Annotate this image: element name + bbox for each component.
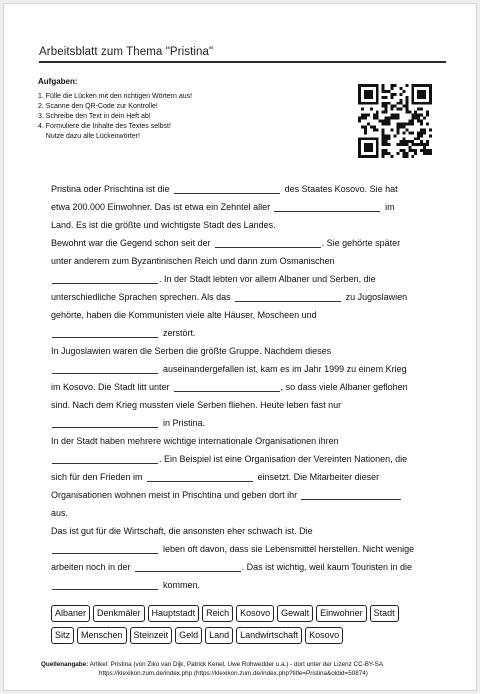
text-line xyxy=(51,576,435,594)
text-segment: des Staates Kosovo. Sie hat xyxy=(284,184,398,194)
text-segment: Bewohnt war die Gegend schon seit der xyxy=(51,238,211,248)
text-segment: . Ein Beispiel ist eine Organisation der Vereinten Nationen, die xyxy=(159,454,408,464)
source-label: Quellenangabe: xyxy=(41,661,89,668)
answer-blank[interactable] xyxy=(52,362,158,374)
text-segment: in Pristina. xyxy=(163,418,206,428)
text-segment: gehörte, haben die Kommunisten viele alte Häuser, Moscheen und xyxy=(51,310,317,320)
text-line xyxy=(51,324,435,342)
text-line xyxy=(51,396,435,414)
text-line xyxy=(51,234,435,252)
text-line xyxy=(51,270,435,288)
text-segment: . In der Stadt lebten vor allem Albaner und Serben, die xyxy=(159,274,376,284)
title-divider xyxy=(39,61,446,63)
text-segment: In Jugoslawien waren die Serben die größte Gruppe. Nachdem dieses xyxy=(51,346,332,356)
word-chip[interactable]: Menschen xyxy=(77,627,127,644)
answer-blank[interactable] xyxy=(174,182,280,194)
text-line xyxy=(51,288,435,306)
text-segment: zu Jugoslawien xyxy=(345,292,408,302)
text-line xyxy=(51,558,435,576)
word-chip[interactable]: Hauptstadt xyxy=(148,605,200,622)
text-line xyxy=(51,216,435,234)
word-bank-row xyxy=(51,627,399,644)
text-segment: Pristina oder Prischtina ist die xyxy=(51,184,170,194)
text-segment: unter anderem zum Byzantinischen Reich und dann zum Osmanischen xyxy=(51,256,335,266)
text-line xyxy=(51,522,435,540)
word-chip[interactable]: Land xyxy=(205,627,233,644)
answer-blank[interactable] xyxy=(215,236,321,248)
text-segment: . Sie gehörte später xyxy=(321,238,401,248)
text-segment: sich für den Frieden im xyxy=(51,472,143,482)
word-bank xyxy=(51,605,399,649)
text-segment: im xyxy=(385,202,395,212)
text-line xyxy=(51,504,435,522)
text-line xyxy=(51,540,435,558)
task-item: Nutze dazu alle Lückenwörter! xyxy=(38,133,140,140)
text-segment: sind. Nach dem Krieg mussten viele Serben fliehen. Heute leben fast nur xyxy=(51,400,342,410)
answer-blank[interactable] xyxy=(52,272,158,284)
answer-blank[interactable] xyxy=(174,380,280,392)
text-line xyxy=(51,342,435,360)
text-segment: zerstört. xyxy=(163,328,196,338)
word-chip[interactable]: Steinzeit xyxy=(130,627,173,644)
word-chip[interactable]: Einwohner xyxy=(316,605,367,622)
page-title: Arbeitsblatt zum Thema "Pristina" xyxy=(39,46,214,58)
text-segment: aus. xyxy=(51,508,69,518)
word-chip[interactable]: Kosovo xyxy=(305,627,343,644)
text-line xyxy=(51,198,435,216)
word-chip[interactable]: Sitz xyxy=(51,627,74,644)
task-item: 1. Fülle die Lücken mit den richtigen Wörtern aus! xyxy=(38,93,193,100)
worksheet-page xyxy=(3,3,477,691)
task-item: 3. Schreibe den Text in dein Heft ab! xyxy=(38,113,151,120)
word-chip[interactable]: Geld xyxy=(175,627,202,644)
source-attribution xyxy=(41,660,451,678)
answer-blank[interactable] xyxy=(52,542,158,554)
text-line xyxy=(51,252,435,270)
answer-blank[interactable] xyxy=(274,200,380,212)
task-item: 2. Scanne den QR-Code zur Kontrolle! xyxy=(38,103,158,110)
source-line-1: Artikel: Pristina (von Ziko van Dijk, Patrick Kenel, Uwe Rohwedder u.a.) - dort unter der Lizenz CC-BY-SA xyxy=(89,661,384,668)
text-segment: Das ist gut für die Wirtschaft, die ansonsten eher schwach ist. Die xyxy=(51,526,313,536)
word-chip[interactable]: Stadt xyxy=(370,605,399,622)
answer-blank[interactable] xyxy=(52,416,158,428)
text-segment: im Kosovo. Die Stadt litt unter xyxy=(51,382,170,392)
answer-blank[interactable] xyxy=(52,578,158,590)
task-item: 4. Formuliere die Inhalte des Textes selbst! xyxy=(38,123,171,130)
text-segment: unterschiedliche Sprachen sprechen. Als das xyxy=(51,292,231,302)
text-line xyxy=(51,450,435,468)
text-segment: Organisationen wohnen meist in Prischtina und geben dort ihr xyxy=(51,490,298,500)
word-chip[interactable]: Albaner xyxy=(51,605,90,622)
text-line xyxy=(51,180,435,198)
qr-code-icon xyxy=(358,84,432,158)
answer-blank[interactable] xyxy=(135,560,241,572)
tasks-heading: Aufgaben: xyxy=(38,77,78,86)
text-line xyxy=(51,378,435,396)
answer-blank[interactable] xyxy=(52,452,158,464)
text-segment: einsetzt. Die Mitarbeiter dieser xyxy=(257,472,380,482)
word-bank-row xyxy=(51,605,399,622)
text-line xyxy=(51,486,435,504)
cloze-text xyxy=(51,180,435,594)
text-segment: etwa 200.000 Einwohner. Das ist etwa ein Zehntel aller xyxy=(51,202,271,212)
answer-blank[interactable] xyxy=(52,326,158,338)
text-line xyxy=(51,414,435,432)
answer-blank[interactable] xyxy=(301,488,401,500)
text-segment: In der Stadt haben mehrere wichtige internationale Organisationen ihren xyxy=(51,436,339,446)
answer-blank[interactable] xyxy=(147,470,253,482)
text-segment: Land. Es ist die größte und wichtigste Stadt des Landes. xyxy=(51,220,276,230)
text-segment: auseinandergefallen ist, kam es im Jahr 1999 zu einem Krieg xyxy=(163,364,407,374)
text-segment: kommen. xyxy=(163,580,201,590)
text-segment: leben oft davon, dass sie Lebensmittel herstellen. Nicht wenige xyxy=(163,544,415,554)
word-chip[interactable]: Gewalt xyxy=(277,605,313,622)
tasks-list xyxy=(38,92,192,142)
text-line xyxy=(51,306,435,324)
text-segment: , so dass viele Albaner geflohen xyxy=(280,382,408,392)
text-line xyxy=(51,432,435,450)
answer-blank[interactable] xyxy=(235,290,341,302)
text-segment: arbeiten noch in der xyxy=(51,562,131,572)
source-line-2: https://klexikon.zum.de/index.php (https://klexikon.zum.de/index.php?title=Pristina&oldid=50874) xyxy=(99,670,368,677)
word-chip[interactable]: Landwirtschaft xyxy=(236,627,302,644)
word-chip[interactable]: Kosovo xyxy=(236,605,274,622)
text-line xyxy=(51,468,435,486)
word-chip[interactable]: Reich xyxy=(202,605,233,622)
word-chip[interactable]: Denkmäler xyxy=(93,605,145,622)
text-line xyxy=(51,360,435,378)
text-segment: . Das ist wichtig, weil kaum Touristen in die xyxy=(241,562,412,572)
